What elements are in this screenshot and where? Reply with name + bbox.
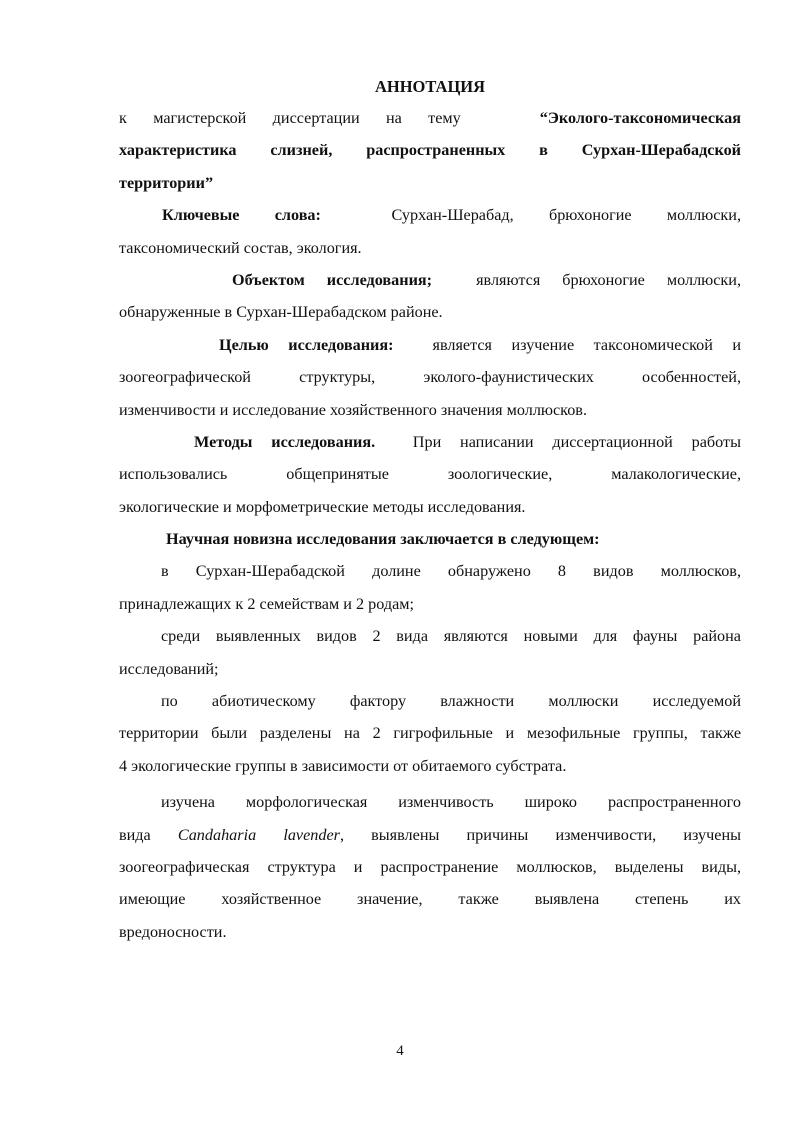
keywords-label: Ключевые слова:: [162, 206, 321, 225]
methods-line-2: использовались общепринятые зоологические, малакологические,: [119, 465, 741, 484]
document-title: АННОТАЦИЯ: [374, 77, 486, 96]
goal-line-2: зоогеографической структуры, эколого-фаунистических особенностей,: [119, 368, 741, 387]
methods-line-1: [119, 426, 741, 458]
species-name: Candaharia lavender: [177, 825, 340, 844]
last-item-suffix: , выявлены причины изменчивости, изучены: [339, 825, 742, 844]
novelty-heading: [119, 523, 741, 555]
novelty-item-3-line-2: территории были разделены на 2 гигрофильные и мезофильные группы, также: [119, 724, 741, 743]
goal-line-3: изменчивости и исследование хозяйственного значения моллюсков.: [119, 400, 587, 419]
last-item-line-5: вредоносности.: [119, 922, 227, 941]
topic-title-part-2: характеристика слизней, распространенных в Сурхан-Шерабадской: [119, 141, 741, 160]
last-item-line-4: имеющие хозяйственное значение, также выявлена степень их: [119, 890, 741, 909]
page-number: 4: [396, 1043, 404, 1059]
keywords-line-2: таксономический состав, экология.: [119, 238, 362, 257]
methods-line-3: экологические и морфометрические методы исследования.: [119, 497, 526, 516]
intro-line-1: [119, 102, 741, 134]
topic-title-part-3: территории”: [119, 173, 214, 192]
methods-text: При написании диссертационной работы: [412, 432, 741, 451]
novelty-heading-text: Научная новизна исследования заключается в следующем:: [166, 530, 600, 549]
last-item-prefix: вида: [119, 825, 151, 844]
keywords-text: Сурхан-Шерабад, брюхоногие моллюски,: [391, 206, 742, 225]
object-label: Объектом исследования;: [232, 270, 433, 289]
intro-line-3: [119, 167, 741, 199]
methods-label: Методы исследования.: [194, 432, 376, 451]
novelty-item-3-line-1: по абиотическому фактору влажности моллюски исследуемой: [161, 692, 741, 711]
novelty-item-1-line-2: принадлежащих к 2 семействам и 2 родам;: [119, 594, 415, 613]
last-item-line-2: [119, 819, 741, 851]
object-text: являются брюхоногие моллюски,: [476, 270, 742, 289]
novelty-item-2-line-1: среди выявленных видов 2 вида являются новыми для фауны района: [161, 627, 741, 646]
keywords-line-1: [119, 199, 741, 231]
goal-line-1: [119, 329, 741, 361]
object-line-1: [119, 264, 741, 296]
goal-text: является изучение таксономической и: [432, 335, 742, 354]
intro-line-2: [119, 134, 741, 166]
object-line-2: обнаруженные в Сурхан-Шерабадском районе.: [119, 303, 443, 322]
novelty-item-3-line-3: 4 экологические группы в зависимости от обитаемого субстрата.: [119, 756, 567, 775]
intro-text: к магистерской диссертации на тему: [119, 109, 461, 127]
novelty-item-2-line-2: исследований;: [119, 659, 219, 678]
last-item-line-1: изучена морфологическая изменчивость широко распространенного: [161, 793, 741, 812]
last-item-line-3: зоогеографическая структура и распространение моллюсков, выделены виды,: [119, 857, 741, 876]
document-page: [119, 72, 741, 948]
topic-title-part-1: “Эколого-таксономическая: [539, 109, 741, 127]
goal-label: Целью исследования:: [219, 335, 394, 354]
novelty-item-1-line-1: в Сурхан-Шерабадской долине обнаружено 8 видов моллюсков,: [161, 562, 741, 581]
